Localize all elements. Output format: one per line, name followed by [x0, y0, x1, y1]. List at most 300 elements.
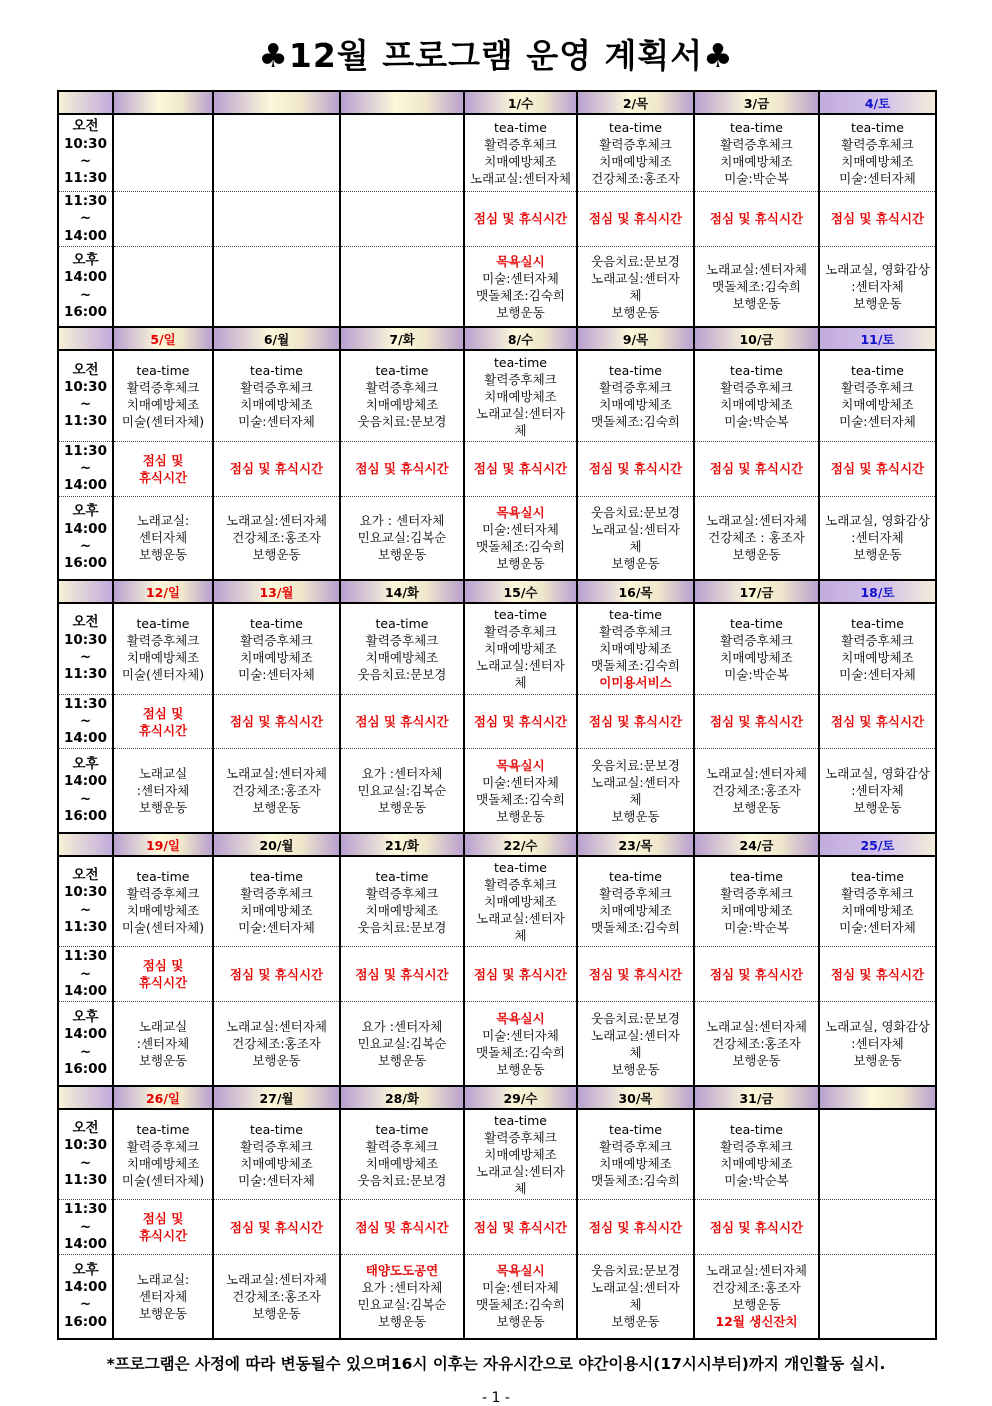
- lunch-cell: [694, 947, 819, 1002]
- time-label-line: 오전: [72, 118, 99, 135]
- program-cell: [113, 246, 213, 327]
- program-cell: [819, 603, 936, 694]
- program-line: 노래교실:센터자체: [706, 1019, 807, 1035]
- program-line: 점심 및 휴식시간: [830, 461, 925, 477]
- program-cell: [113, 496, 213, 580]
- program-line: tea-time: [608, 607, 662, 623]
- date-label: 7/화: [389, 332, 415, 348]
- program-line: 민요교실:김복순: [357, 530, 447, 546]
- program-line: 웃음치료:문보경: [357, 919, 447, 935]
- time-cell: [58, 441, 113, 496]
- program-line: 점심 및 휴식시간: [588, 461, 683, 477]
- time-label-line: ~: [79, 1296, 92, 1313]
- time-label-line: ~: [79, 1043, 92, 1060]
- time-label-line: 11:30: [64, 695, 107, 712]
- program-line: 노래교실:: [136, 1271, 190, 1287]
- program-line: 치매예방체조: [484, 388, 557, 404]
- program-line: 점심 및 휴식시간: [709, 461, 804, 477]
- lunch-row: [58, 192, 936, 247]
- date-label: 21/화: [384, 837, 420, 853]
- program-cell: [113, 1002, 213, 1086]
- program-cell: [113, 114, 213, 192]
- time-label-line: 오후: [72, 1261, 99, 1278]
- date-label: 1/수: [507, 95, 534, 111]
- program-line: 미술:센터자체: [482, 774, 559, 790]
- program-line: 보행운동: [496, 1061, 545, 1077]
- program-cell: [819, 114, 936, 192]
- program-line: 보행운동: [732, 1297, 781, 1313]
- program-cell: [464, 350, 577, 441]
- program-cell: [577, 350, 694, 441]
- program-line: 미술:센터자체: [238, 666, 315, 682]
- program-cell: [213, 1002, 340, 1086]
- page-title: ♣12월 프로그램 운영 계획서♣: [258, 36, 734, 75]
- program-line: 웃음치료:문보경: [591, 757, 680, 773]
- lunch-cell: [340, 441, 464, 496]
- program-line: 점심 및 휴식시간: [830, 966, 925, 982]
- program-cell: [819, 1109, 936, 1200]
- program-cell: [464, 1109, 577, 1200]
- program-cell: [464, 749, 577, 833]
- program-cell: [213, 856, 340, 947]
- date-label: 12/일: [145, 585, 181, 601]
- time-cell: [58, 1255, 113, 1339]
- morning-row: [58, 350, 936, 441]
- lunch-cell: [213, 947, 340, 1002]
- program-line: 보행운동: [732, 800, 781, 816]
- lunch-cell: [213, 192, 340, 247]
- date-label: 29/수: [503, 1090, 538, 1106]
- time-cell: [58, 603, 113, 694]
- time-cell: [58, 749, 113, 833]
- time-label-line: 오후: [72, 1009, 99, 1025]
- program-line: 미술(센터자체): [121, 919, 205, 935]
- time-label-line: ~: [79, 286, 92, 303]
- lunch-cell: [819, 947, 936, 1002]
- program-line: tea-time: [249, 615, 303, 631]
- program-line: 점심 및 휴식시간: [830, 211, 925, 227]
- program-line: 건강체조:홍조자: [712, 1280, 801, 1296]
- program-line: 체: [514, 1181, 527, 1197]
- program-cell: [464, 856, 577, 947]
- program-line: 보행운동: [252, 800, 301, 816]
- time-label-line: 14:00: [64, 269, 107, 286]
- program-cell: [213, 496, 340, 580]
- program-line: 치매예방체조: [365, 649, 439, 665]
- program-line: 휴식시간: [138, 1228, 188, 1244]
- program-cell: [213, 114, 340, 192]
- date-label: 25/토: [860, 837, 895, 853]
- program-line: 태양도도공연: [365, 1263, 439, 1279]
- program-line: 치매예방체조: [841, 153, 914, 169]
- program-line: 미술:박순복: [724, 666, 789, 682]
- program-line: 활력증후체크: [240, 885, 313, 901]
- week-header-row: [58, 580, 936, 603]
- date-header-cell: [577, 580, 694, 603]
- program-line: 치매예방체조: [126, 1155, 200, 1171]
- lunch-cell: [340, 947, 464, 1002]
- program-line: :센터자체: [851, 530, 904, 546]
- program-line: 치매예방체조: [240, 397, 313, 413]
- week-header-row: [58, 1086, 936, 1109]
- date-header-cell: [577, 327, 694, 350]
- time-label-line: 16:00: [64, 808, 107, 824]
- time-label-line: 16:00: [64, 303, 107, 320]
- program-line: 미술(센터자체): [121, 666, 205, 682]
- program-line: 노래교실:센터자: [476, 658, 565, 674]
- program-cell: [819, 350, 936, 441]
- program-line: 노래교실, 영화감상: [825, 766, 930, 782]
- program-line: :센터자체: [851, 279, 904, 295]
- time-label-line: 11:30: [64, 1171, 107, 1188]
- lunch-row: [58, 441, 936, 496]
- time-label-line: ~: [79, 396, 92, 413]
- time-label-line: ~: [79, 965, 92, 982]
- program-line: 활력증후체크: [240, 632, 313, 648]
- program-line: 요가 :센터자체: [361, 1280, 443, 1296]
- program-line: 보행운동: [732, 547, 781, 563]
- time-label-line: 오전: [72, 361, 99, 378]
- program-line: 치매예방체조: [240, 902, 313, 918]
- program-line: 보행운동: [496, 808, 545, 824]
- program-cell: [340, 1109, 464, 1200]
- program-line: 치매예방체조: [126, 902, 200, 918]
- program-line: 점심 및 휴식시간: [473, 211, 568, 227]
- lunch-cell: [340, 694, 464, 749]
- date-label: 9/목: [622, 332, 649, 348]
- time-cell: [58, 114, 113, 192]
- program-line: 노래교실:센터자체: [706, 513, 807, 529]
- time-label-line: 오전: [72, 867, 99, 884]
- program-cell: [577, 603, 694, 694]
- schedule-table: [57, 90, 937, 1340]
- program-line: 미술:센터자체: [839, 919, 916, 935]
- program-line: 미술:센터자체: [482, 270, 559, 286]
- program-cell: [577, 496, 694, 580]
- time-column-header: [58, 91, 113, 114]
- program-line: 활력증후체크: [599, 380, 672, 396]
- program-line: 치매예방체조: [841, 902, 914, 918]
- date-label: 17/금: [739, 585, 774, 601]
- time-label-line: 오후: [72, 252, 99, 269]
- program-cell: [577, 246, 694, 327]
- program-line: 센터자체: [138, 530, 188, 546]
- program-line: 맷돌체조:김숙희: [476, 791, 565, 807]
- program-line: 건강체조:홍조자: [232, 1036, 321, 1052]
- lunch-cell: [464, 947, 577, 1002]
- program-line: 목욕실시: [496, 504, 545, 520]
- program-line: 치매예방체조: [599, 902, 672, 918]
- program-line: :센터자체: [851, 1036, 904, 1052]
- program-cell: [577, 1109, 694, 1200]
- time-label-line: 11:30: [64, 666, 107, 683]
- date-label: 27/월: [259, 1090, 294, 1106]
- time-label-line: ~: [79, 648, 92, 665]
- program-line: 치매예방체조: [484, 1147, 557, 1163]
- program-line: tea-time: [375, 1121, 429, 1137]
- program-cell: [113, 1255, 213, 1339]
- time-label-line: 14:00: [64, 227, 107, 244]
- time-label-line: 오전: [72, 614, 99, 631]
- program-line: 노래교실:센터자체: [226, 513, 327, 529]
- program-line: 활력증후체크: [599, 1138, 672, 1154]
- program-line: 점심 및 휴식시간: [830, 714, 925, 730]
- program-line: 노래교실, 영화감상: [825, 1019, 930, 1035]
- program-line: 보행운동: [138, 800, 188, 816]
- program-line: 활력증후체크: [240, 380, 313, 396]
- date-label: 26/일: [145, 1090, 181, 1106]
- program-cell: [694, 856, 819, 947]
- program-line: 웃음치료:문보경: [357, 666, 447, 682]
- lunch-cell: [113, 441, 213, 496]
- program-cell: [819, 246, 936, 327]
- program-cell: [113, 1109, 213, 1200]
- date-header-cell: [340, 833, 464, 856]
- program-line: 체: [629, 287, 642, 303]
- program-line: 미술:센터자체: [238, 919, 315, 935]
- date-label: 18/토: [860, 585, 895, 601]
- date-label: 31/금: [739, 1090, 774, 1106]
- program-line: 체: [514, 675, 527, 691]
- program-line: tea-time: [850, 615, 904, 631]
- date-header-cell: [577, 1086, 694, 1109]
- date-header-cell: [694, 833, 819, 856]
- week-header-row: [58, 91, 936, 114]
- time-cell: [58, 246, 113, 327]
- program-cell: [819, 496, 936, 580]
- date-header-cell: [340, 1086, 464, 1109]
- program-line: 활력증후체크: [484, 136, 557, 152]
- program-line: 건강체조 : 홍조자: [708, 530, 805, 546]
- program-line: 활력증후체크: [126, 885, 200, 901]
- program-line: 치매예방체조: [484, 894, 557, 910]
- program-line: 체: [629, 791, 642, 807]
- program-line: 요가 :센터자체: [361, 1019, 443, 1035]
- time-label-line: ~: [79, 537, 92, 554]
- date-label: 20/월: [259, 837, 294, 853]
- date-header-cell: [213, 1086, 340, 1109]
- program-line: 미술:센터자체: [482, 521, 559, 537]
- program-cell: [694, 350, 819, 441]
- program-line: 노래교실:센터자: [591, 270, 680, 286]
- program-line: 치매예방체조: [841, 649, 914, 665]
- date-label: 23/목: [618, 837, 653, 853]
- program-line: 웃음치료:문보경: [591, 1010, 680, 1026]
- program-line: 점심 및 휴식시간: [355, 714, 449, 730]
- program-line: 건강체조:홍조자: [232, 783, 321, 799]
- program-line: 활력증후체크: [720, 632, 793, 648]
- program-line: 점심 및 휴식시간: [473, 1219, 568, 1235]
- program-line: 치매예방체조: [240, 1155, 313, 1171]
- date-header-cell: [464, 833, 577, 856]
- program-line: tea-time: [493, 607, 547, 623]
- date-header-cell: [213, 580, 340, 603]
- date-header-cell: [819, 833, 936, 856]
- lunch-cell: [464, 1200, 577, 1255]
- program-line: 보행운동: [853, 547, 902, 563]
- program-line: 맷돌체조:김숙희: [476, 287, 565, 303]
- time-label-line: 오전: [72, 1120, 99, 1136]
- program-line: 미술:센터자체: [482, 1027, 559, 1043]
- date-header-cell: [694, 1086, 819, 1109]
- time-label-line: 11:30: [64, 413, 107, 430]
- date-header-cell: [113, 580, 213, 603]
- program-cell: [577, 1002, 694, 1086]
- program-line: 치매예방체조: [484, 641, 557, 657]
- time-cell: [58, 694, 113, 749]
- program-line: 노래교실:센터자: [476, 1164, 565, 1180]
- lunch-cell: [213, 694, 340, 749]
- program-line: 보행운동: [138, 547, 188, 563]
- program-line: 활력증후체크: [599, 624, 672, 640]
- program-line: 노래교실:센터자체: [226, 1271, 327, 1287]
- lunch-cell: [340, 192, 464, 247]
- date-label: 10/금: [739, 332, 774, 348]
- program-line: tea-time: [493, 119, 547, 135]
- program-line: 맷돌체조:김숙희: [591, 414, 680, 430]
- program-line: 점심 및 휴식시간: [588, 714, 683, 730]
- program-line: 보행운동: [252, 1305, 301, 1321]
- program-line: tea-time: [729, 363, 783, 379]
- program-line: 보행운동: [496, 304, 545, 320]
- date-header-cell: [113, 91, 213, 114]
- program-line: 휴식시간: [138, 722, 188, 738]
- program-line: 보행운동: [496, 1314, 545, 1330]
- morning-row: [58, 856, 936, 947]
- date-header-cell: [819, 1086, 936, 1109]
- week-header-row: [58, 327, 936, 350]
- program-line: 보행운동: [252, 547, 301, 563]
- program-line: 활력증후체크: [126, 1138, 200, 1154]
- date-header-cell: [340, 327, 464, 350]
- footnote: *프로그램은 사정에 따라 변동될수 있으며16시 이후는 자유시간으로 야간이용시(17시시부터)까지 개인활동 실시.: [106, 1354, 886, 1373]
- program-line: 점심 및 휴식시간: [473, 714, 568, 730]
- time-column-header: [58, 833, 113, 856]
- time-label-line: ~: [79, 1154, 92, 1171]
- program-line: 미술:센터자체: [238, 1172, 315, 1188]
- lunch-cell: [819, 1200, 936, 1255]
- program-line: 12월 생신잔치: [715, 1314, 798, 1330]
- program-cell: [694, 114, 819, 192]
- program-line: 미술:센터자체: [839, 666, 916, 682]
- date-header-cell: [113, 833, 213, 856]
- date-label: 24/금: [739, 837, 774, 853]
- program-cell: [577, 749, 694, 833]
- program-cell: [464, 496, 577, 580]
- time-cell: [58, 947, 113, 1002]
- date-header-cell: [213, 833, 340, 856]
- program-cell: [464, 1255, 577, 1339]
- date-header-cell: [819, 91, 936, 114]
- program-line: tea-time: [375, 615, 429, 631]
- time-label-line: 10:30: [64, 631, 107, 648]
- date-header-cell: [464, 327, 577, 350]
- date-header-cell: [694, 580, 819, 603]
- time-label-line: ~: [79, 152, 92, 169]
- lunch-row: [58, 694, 936, 749]
- afternoon-row: [58, 246, 936, 327]
- time-label-line: 14:00: [64, 983, 107, 1000]
- program-line: 점심 및: [142, 705, 184, 721]
- program-line: 목욕실시: [496, 1263, 545, 1279]
- program-line: :센터자체: [136, 783, 190, 799]
- program-cell: [577, 856, 694, 947]
- program-line: 보행운동: [611, 1314, 660, 1330]
- program-line: 보행운동: [377, 800, 427, 816]
- program-line: 미술:박순복: [724, 414, 789, 430]
- program-cell: [694, 246, 819, 327]
- program-line: tea-time: [136, 868, 190, 884]
- date-header-cell: [464, 580, 577, 603]
- program-line: 보행운동: [138, 1305, 188, 1321]
- program-line: 치매예방체조: [365, 902, 439, 918]
- lunch-cell: [113, 947, 213, 1002]
- time-label-line: 14:00: [64, 773, 107, 790]
- date-label: 4/토: [864, 95, 891, 111]
- program-line: 점심 및 휴식시간: [355, 461, 449, 477]
- lunch-cell: [340, 1200, 464, 1255]
- time-column-header: [58, 580, 113, 603]
- program-line: 미술:센터자체: [238, 414, 315, 430]
- program-line: 노래교실:센터자: [591, 1027, 680, 1043]
- program-cell: [464, 603, 577, 694]
- program-line: 점심 및 휴식시간: [709, 966, 804, 982]
- time-label-line: 10:30: [64, 1137, 107, 1154]
- program-line: 활력증후체크: [240, 1138, 313, 1154]
- program-line: 미술:센터자체: [482, 1280, 559, 1296]
- program-line: 노래교실:센터자체: [706, 766, 807, 782]
- program-cell: [464, 114, 577, 192]
- week-header-row: [58, 833, 936, 856]
- program-line: 노래교실:센터자체: [706, 1263, 807, 1279]
- program-cell: [113, 749, 213, 833]
- program-line: tea-time: [493, 354, 547, 370]
- program-line: 활력증후체크: [484, 624, 557, 640]
- time-cell: [58, 1200, 113, 1255]
- time-cell: [58, 1002, 113, 1086]
- program-line: 점심 및 휴식시간: [709, 1219, 804, 1235]
- lunch-cell: [694, 1200, 819, 1255]
- program-cell: [340, 496, 464, 580]
- lunch-cell: [213, 441, 340, 496]
- date-label: 2/목: [622, 95, 649, 111]
- program-cell: [340, 114, 464, 192]
- lunch-cell: [694, 441, 819, 496]
- program-cell: [819, 749, 936, 833]
- program-line: 민요교실:김복순: [357, 1297, 447, 1313]
- program-line: 목욕실시: [496, 253, 545, 269]
- program-cell: [213, 603, 340, 694]
- program-line: 이미용서비스: [599, 675, 672, 691]
- program-line: tea-time: [608, 868, 662, 884]
- program-cell: [577, 114, 694, 192]
- program-cell: [213, 749, 340, 833]
- program-line: 치매예방체조: [126, 649, 200, 665]
- lunch-cell: [577, 694, 694, 749]
- program-cell: [340, 1002, 464, 1086]
- program-line: 치매예방체조: [841, 397, 914, 413]
- program-cell: [694, 749, 819, 833]
- time-label-line: ~: [79, 712, 92, 729]
- afternoon-row: [58, 1002, 936, 1086]
- program-line: tea-time: [249, 868, 303, 884]
- program-line: 점심 및 휴식시간: [473, 966, 568, 982]
- date-header-cell: [213, 91, 340, 114]
- time-label-line: ~: [79, 901, 92, 918]
- program-line: 보행운동: [853, 800, 902, 816]
- program-line: tea-time: [136, 363, 190, 379]
- program-line: 치매예방체조: [484, 153, 557, 169]
